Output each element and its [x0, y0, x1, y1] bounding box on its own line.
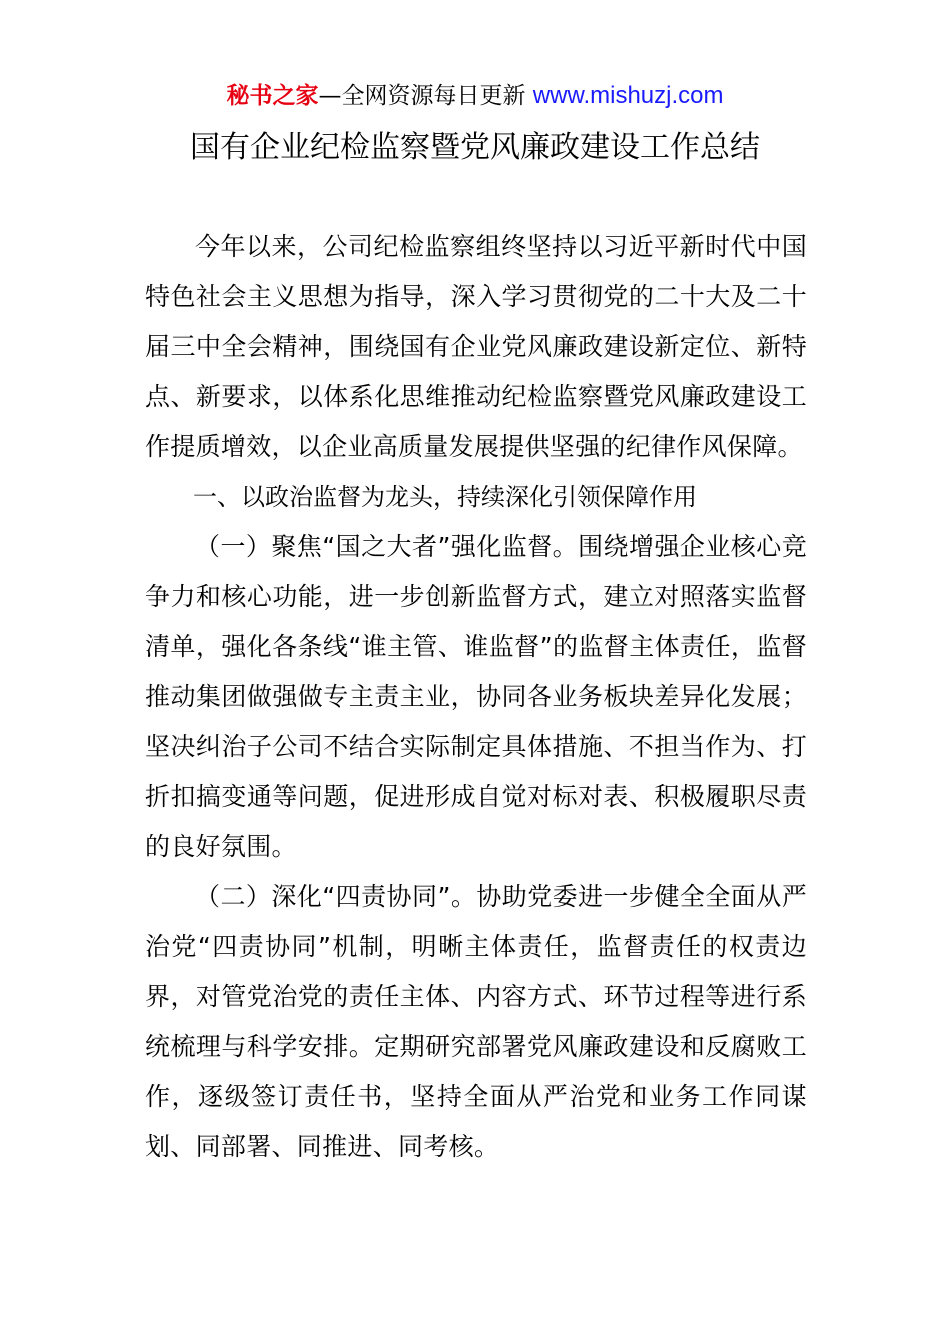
site-url-link[interactable]: www.mishuzj.com: [532, 82, 724, 109]
section-heading: 一、以政治监督为龙头，持续深化引领保障作用: [193, 483, 697, 511]
brand-name: 秘书之家: [226, 83, 319, 109]
site-header: [0, 80, 950, 112]
document-body: [145, 222, 807, 1172]
subsection-paragraph-1: （一）聚焦“国之大者”强化监督。围绕增强企业核心竞争力和核心功能，进一步创新监督方式，建立对照落实监督清单，强化各条线“谁主管、谁监督”的监督主体责任，监督推动集团做强做专主责主业，协同各业务板块差异化发展；坚决纠治子公司不结合实际制定具体措施、不担当作为、打折扣搞变通等问题，促进形成自觉对标对表、积极履职尽责的良好氛围。: [145, 532, 807, 861]
intro-paragraph: 今年以来，公司纪检监察组终坚持以习近平新时代中国特色社会主义思想为指导，深入学习贯彻党的二十大及二十届三中全会精神，围绕国有企业党风廉政建设新定位、新特点、新要求，以体系化思维推动纪检监察暨党风廉政建设工作提质增效，以企业高质量发展提供坚强的纪律作风保障。: [145, 232, 807, 461]
subsection-paragraph-2: （二）深化“四责协同”。协助党委进一步健全全面从严治党“四责协同”机制，明晰主体责任，监督责任的权责边界，对管党治党的责任主体、内容方式、环节过程等进行系统梳理与科学安排。定期研究部署党风廉政建设和反腐败工作，逐级签订责任书，坚持全面从严治党和业务工作同谋划、同部署、同推进、同考核。: [145, 882, 807, 1161]
header-tagline: —全网资源每日更新: [318, 83, 526, 109]
document-title: 国有企业纪检监察暨党风廉政建设工作总结: [190, 130, 760, 165]
